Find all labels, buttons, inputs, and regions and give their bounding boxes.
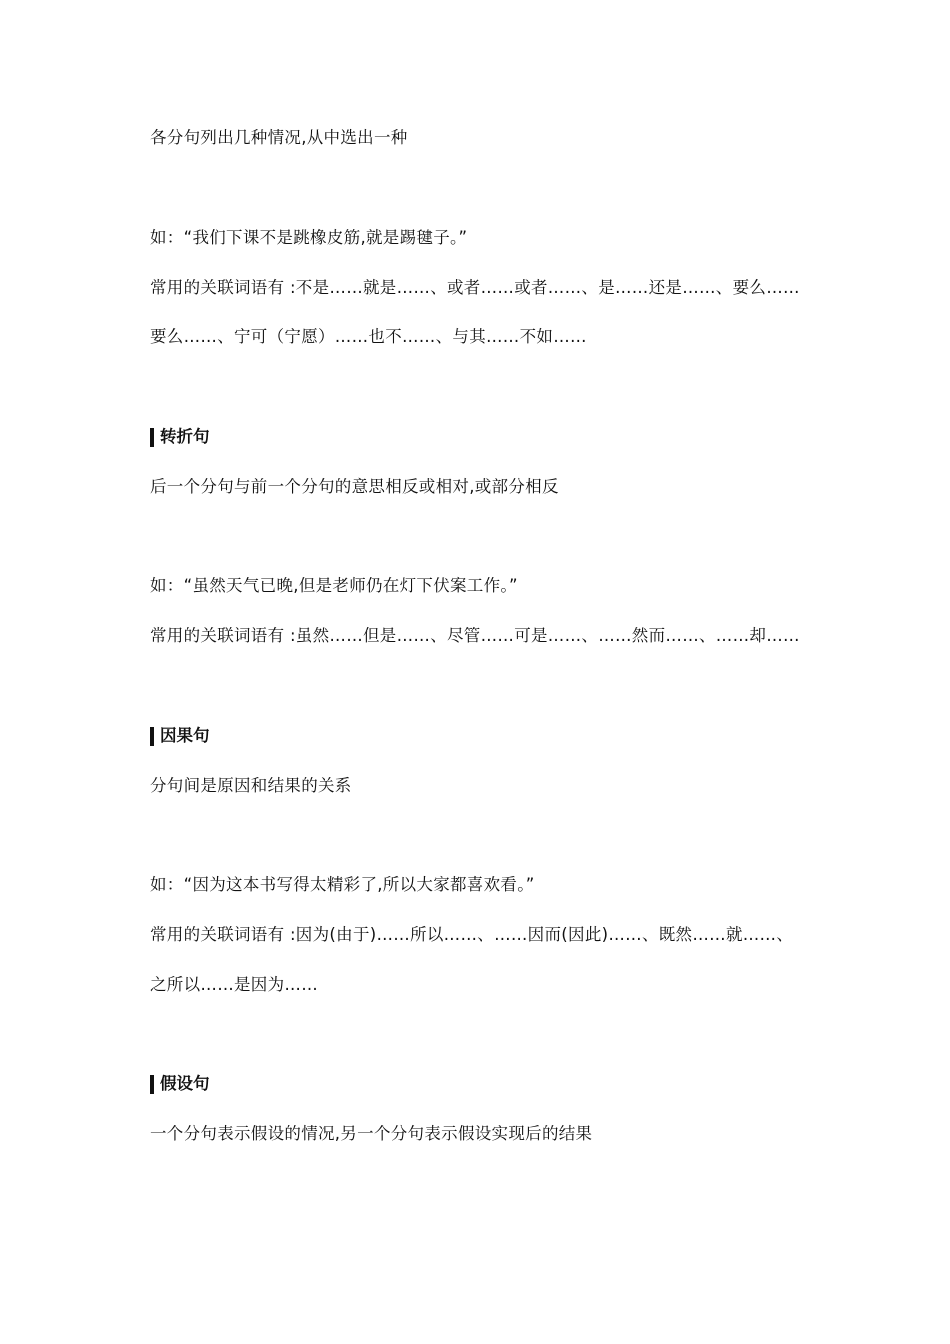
choice-connectives-line-1: 常用的关联词语有 :不是……就是……、或者……或者……、是……还是……、要么…… [150, 278, 800, 297]
hypothetical-heading-text: 假设句 [160, 1074, 210, 1093]
heading-bar-icon [150, 1075, 154, 1094]
causal-connectives-line-1: 常用的关联词语有 :因为(由于)……所以……、……因而(因此)……、既然……就……、 [150, 925, 794, 944]
causal-definition: 分句间是原因和结果的关系 [150, 776, 352, 795]
transition-heading-text: 转折句 [160, 427, 210, 446]
transition-heading [150, 426, 210, 448]
hypothetical-heading [150, 1073, 210, 1095]
choice-connectives-line-2: 要么……、宁可（宁愿）……也不……、与其……不如…… [150, 327, 587, 346]
causal-example: 如：“因为这本书写得太精彩了,所以大家都喜欢看。” [150, 875, 535, 894]
causal-connectives-line-2: 之所以……是因为…… [150, 975, 318, 994]
choice-definition: 各分句列出几种情况,从中选出一种 [150, 128, 408, 147]
heading-bar-icon [150, 428, 154, 447]
heading-bar-icon [150, 727, 154, 746]
transition-example: 如：“虽然天气已晚,但是老师仍在灯下伏案工作。” [150, 576, 518, 595]
causal-heading-text: 因果句 [160, 726, 210, 745]
causal-heading [150, 725, 210, 747]
choice-example: 如：“我们下课不是跳橡皮筋,就是踢毽子。” [150, 228, 468, 247]
hypothetical-definition: 一个分句表示假设的情况,另一个分句表示假设实现后的结果 [150, 1124, 593, 1143]
transition-connectives-line-1: 常用的关联词语有 :虽然……但是……、尽管……可是……、……然而……、……却…… [150, 626, 800, 645]
transition-definition: 后一个分句与前一个分句的意思相反或相对,或部分相反 [150, 477, 559, 496]
